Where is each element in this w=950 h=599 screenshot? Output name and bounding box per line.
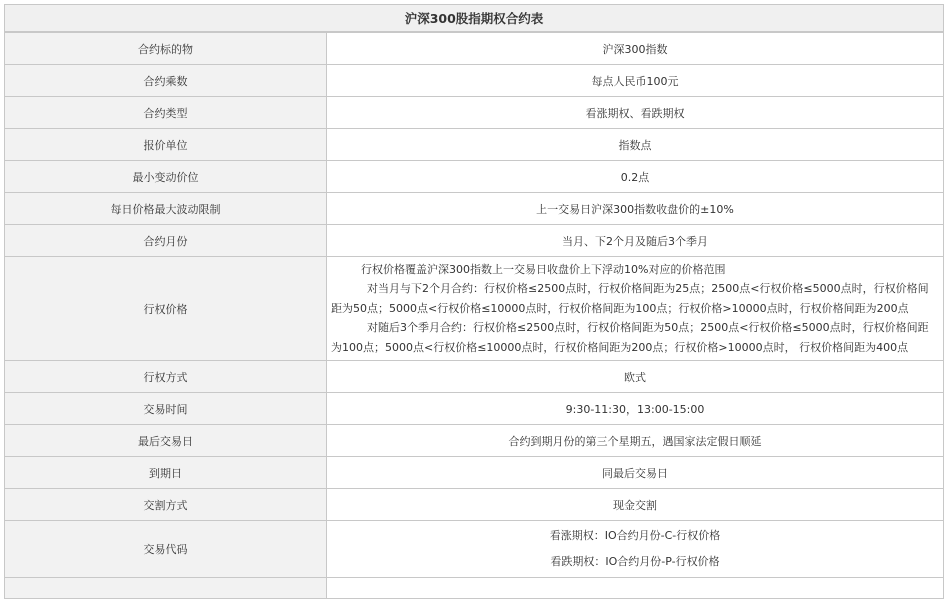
strike-paragraph-range: 行权价格覆盖沪深300指数上一交易日收盘价上下浮动10%对应的价格范围 [361,263,726,276]
contract-table-container [4,4,944,599]
contract-spec-table [4,32,944,599]
row-value-settlement: 现金交割 [327,489,944,521]
row-value-trading-hours: 9:30-11:30，13:00-15:00 [327,393,944,425]
row-value-exercise-style: 欧式 [327,361,944,393]
table-row [5,65,944,97]
row-value-price-limit: 上一交易日沪深300指数收盘价的±10% [327,193,944,225]
trading-code-put: 看跌期权：IO合约月份-P-行权价格 [550,555,720,569]
row-value-strike-price [327,257,944,361]
row-label-contract-months: 合约月份 [5,225,327,257]
row-label-trading-hours: 交易时间 [5,393,327,425]
row-value-multiplier: 每点人民币100元 [327,65,944,97]
row-label-trading-code: 交易代码 [5,521,327,578]
row-value-underlying: 沪深300指数 [327,33,944,65]
table-row [5,129,944,161]
row-value-quote-unit: 指数点 [327,129,944,161]
table-row [5,425,944,457]
table-row [5,489,944,521]
row-value-last-trading-day: 合约到期月份的第三个星期五，遇国家法定假日顺延 [327,425,944,457]
row-value-tick-size: 0.2点 [327,161,944,193]
row-label-strike-price: 行权价格 [5,257,327,361]
row-label-price-limit: 每日价格最大波动限制 [5,193,327,225]
table-row [5,578,944,599]
row-value-trading-code [327,521,944,578]
table-row [5,361,944,393]
strike-paragraph-quarterly: 对随后3个季月合约：行权价格≤2500点时，行权价格间距为50点；2500点<行权价格≤5000点时，行权价格间距为100点；5000点<行权价格≤10000点时，行权价格间距为200点；行权价格>10000点时， 行权价格间距为400点 [331,321,929,354]
table-row [5,193,944,225]
table-row [5,457,944,489]
table-row [5,393,944,425]
row-label-tick-size: 最小变动价位 [5,161,327,193]
table-row [5,33,944,65]
row-value-contract-type: 看涨期权、看跌期权 [327,97,944,129]
trading-code-call: 看涨期权：IO合约月份-C-行权价格 [549,529,721,543]
row-label-settlement: 交割方式 [5,489,327,521]
row-value-expiry-date: 同最后交易日 [327,457,944,489]
strike-paragraph-near-months: 对当月与下2个月合约：行权价格≤2500点时，行权价格间距为25点；2500点<行权价格≤5000点时，行权价格间距为50点；5000点<行权价格≤10000点时，行权价格间距为100点；行权价格>10000点时，行权价格间距为200点 [331,282,929,315]
row-label-contract-type: 合约类型 [5,97,327,129]
table-row [5,225,944,257]
table-title: 沪深300股指期权合约表 [4,4,944,32]
table-row [5,521,944,578]
row-value-truncated [327,578,944,599]
row-label-multiplier: 合约乘数 [5,65,327,97]
row-label-expiry-date: 到期日 [5,457,327,489]
row-label-truncated [5,578,327,599]
row-label-underlying: 合约标的物 [5,33,327,65]
row-label-exercise-style: 行权方式 [5,361,327,393]
row-value-contract-months: 当月、下2个月及随后3个季月 [327,225,944,257]
row-label-last-trading-day: 最后交易日 [5,425,327,457]
table-row [5,161,944,193]
row-label-quote-unit: 报价单位 [5,129,327,161]
table-row [5,257,944,361]
table-row [5,97,944,129]
